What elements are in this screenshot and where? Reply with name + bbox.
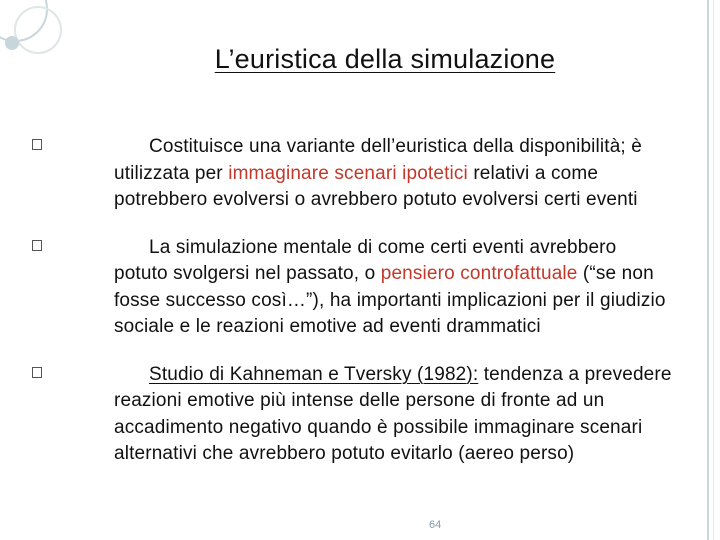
box-bullet-icon bbox=[32, 240, 42, 251]
bullet-item bbox=[114, 235, 674, 341]
box-bullet-icon bbox=[32, 367, 42, 378]
bullet-list bbox=[114, 134, 674, 489]
right-border-line bbox=[707, 0, 709, 540]
bullet-item bbox=[114, 362, 674, 468]
bullet-text: Costituisce una variante dell’euristica della disponibilità; è utilizzata per bbox=[114, 136, 643, 184]
page-number: 64 bbox=[429, 519, 442, 531]
bullet-highlight: pensiero controfattuale bbox=[380, 263, 578, 284]
study-reference-link: Studio di Kahneman e Tversky (1982): bbox=[149, 363, 479, 385]
bullet-item bbox=[114, 134, 674, 214]
slide-title: L’euristica della simulazione bbox=[214, 44, 556, 74]
bullet-text: tendenza a prevedere reazioni emotive più intense delle persone di fronte ad un accadimento negativo quando è possibile immaginare scenari alternativi che avrebbero potuto evitarlo (aereo perso) bbox=[114, 363, 672, 464]
bullet-text: La simulazione mentale di come certi eventi avrebbero potuto svolgersi nel passato, o bbox=[114, 236, 617, 284]
right-border-line bbox=[713, 0, 714, 540]
bullet-highlight: immaginare scenari ipotetici bbox=[228, 162, 468, 184]
box-bullet-icon bbox=[32, 139, 42, 150]
bullet-text: (“se non fosse successo così…”), ha importanti implicazioni per il giudizio sociale e le reazioni emotive ad eventi drammatici bbox=[114, 263, 666, 337]
bullet-text: relativi a come potrebbero evolversi o avrebbero potuto evolversi certi eventi bbox=[114, 162, 638, 210]
